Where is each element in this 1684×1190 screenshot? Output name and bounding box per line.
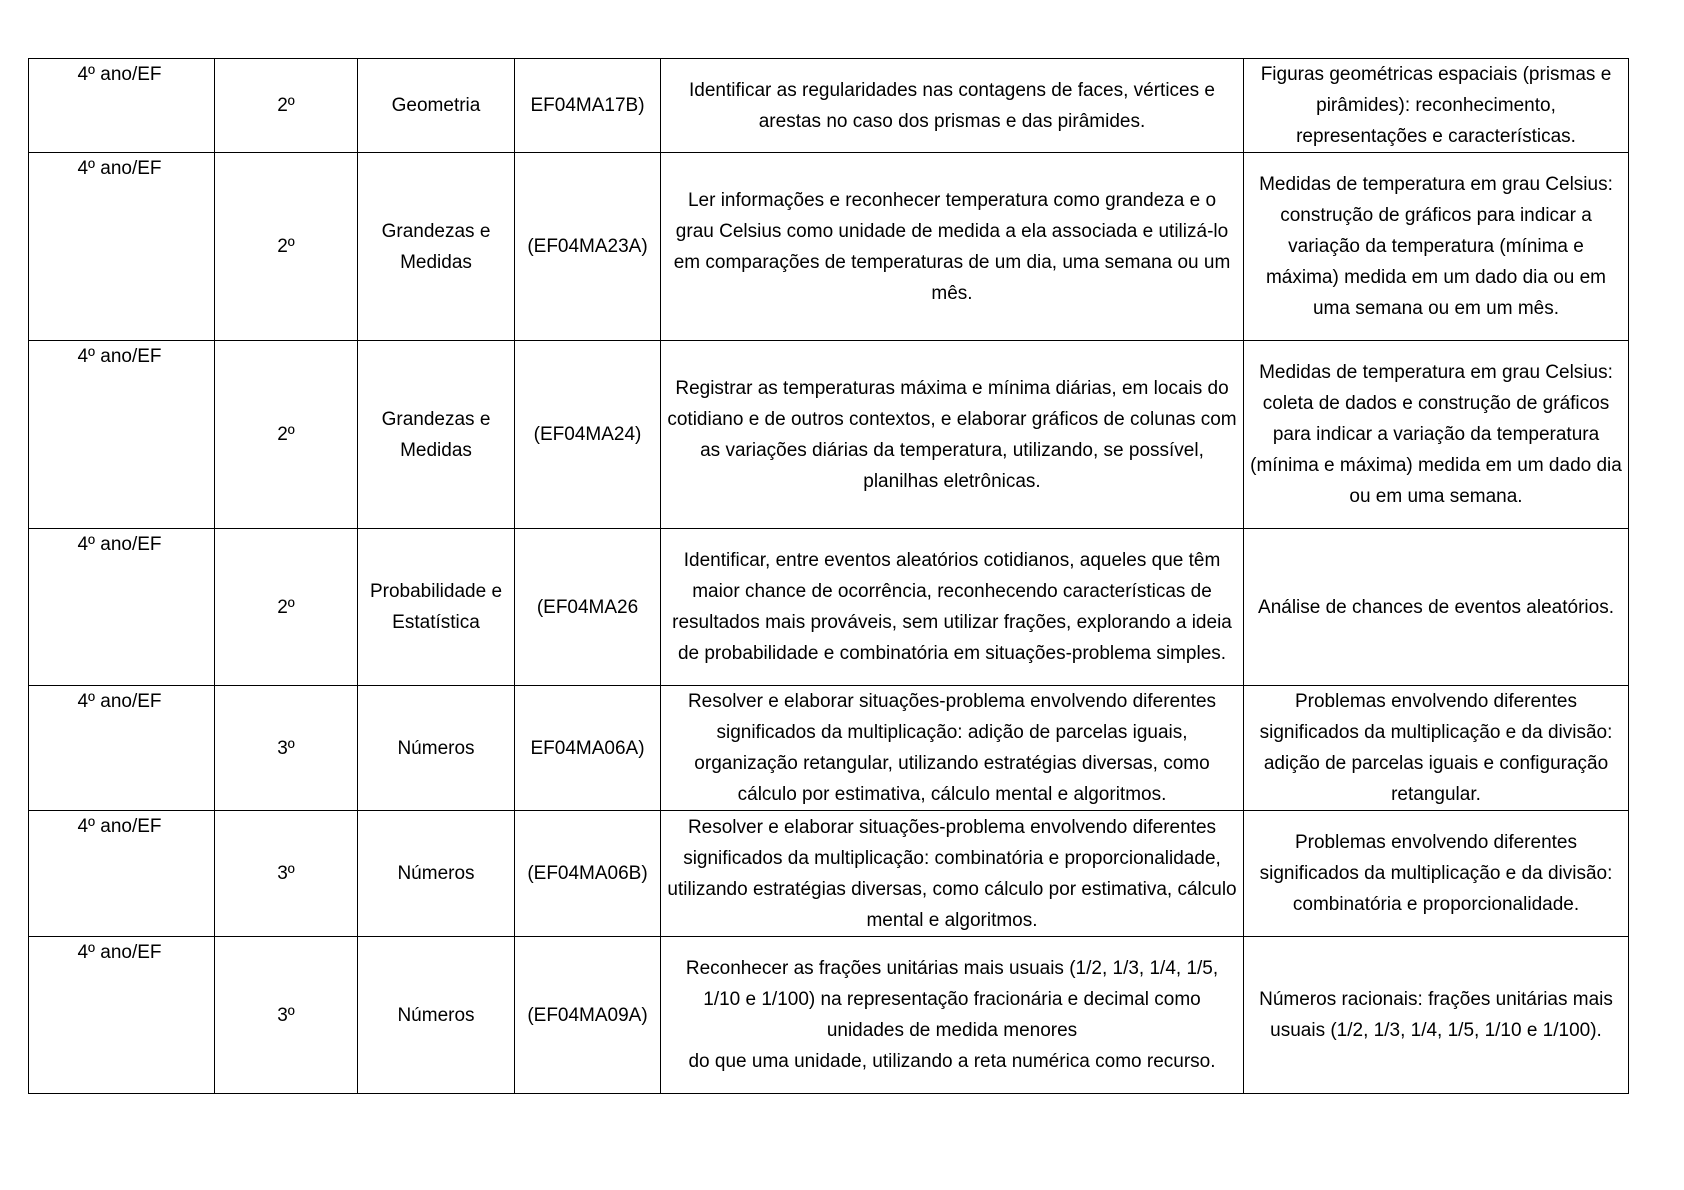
year-cell: 4º ano/EF xyxy=(29,811,215,937)
term-cell: 2º xyxy=(215,341,358,529)
skill-code-cell: (EF04MA24) xyxy=(515,341,661,529)
table-row xyxy=(29,811,1629,937)
knowledge-cell: Problemas envolvendo diferentes significados da multiplicação e da divisão: combinatória e proporcionalidade. xyxy=(1244,811,1629,937)
year-cell: 4º ano/EF xyxy=(29,529,215,686)
table-row xyxy=(29,529,1629,686)
thematic-unit-cell: Grandezas e Medidas xyxy=(358,153,515,341)
knowledge-cell: Problemas envolvendo diferentes significados da multiplicação e da divisão: adição de parcelas iguais e configuração retangular. xyxy=(1244,686,1629,811)
table-row xyxy=(29,341,1629,529)
thematic-unit-cell: Números xyxy=(358,686,515,811)
skill-code-cell: (EF04MA26 xyxy=(515,529,661,686)
skill-code-cell: EF04MA06A) xyxy=(515,686,661,811)
objective-cell: Reconhecer as frações unitárias mais usuais (1/2, 1/3, 1/4, 1/5, 1/10 e 1/100) na representação fracionária e decimal como unidades de medida menores do que uma unidade, utilizando a reta numérica como recurso. xyxy=(661,937,1244,1094)
skill-code-cell: (EF04MA09A) xyxy=(515,937,661,1094)
term-cell: 3º xyxy=(215,811,358,937)
year-cell: 4º ano/EF xyxy=(29,686,215,811)
skill-code-cell: EF04MA17B) xyxy=(515,59,661,153)
year-cell: 4º ano/EF xyxy=(29,59,215,153)
objective-cell: Registrar as temperaturas máxima e mínima diárias, em locais do cotidiano e de outros contextos, e elaborar gráficos de colunas com as variações diárias da temperatura, utilizando, se possível, planilhas eletrônicas. xyxy=(661,341,1244,529)
knowledge-cell: Análise de chances de eventos aleatórios. xyxy=(1244,529,1629,686)
table-row xyxy=(29,153,1629,341)
skill-code-cell: (EF04MA23A) xyxy=(515,153,661,341)
year-cell: 4º ano/EF xyxy=(29,937,215,1094)
thematic-unit-cell: Geometria xyxy=(358,59,515,153)
term-cell: 2º xyxy=(215,529,358,686)
term-cell: 2º xyxy=(215,153,358,341)
objective-cell: Identificar, entre eventos aleatórios cotidianos, aqueles que têm maior chance de ocorrência, reconhecendo características de resultados mais prováveis, sem utilizar frações, explorando a ideia de probabilidade e combinatória em situações-problema simples. xyxy=(661,529,1244,686)
thematic-unit-cell: Grandezas e Medidas xyxy=(358,341,515,529)
table-row xyxy=(29,937,1629,1094)
table-row xyxy=(29,686,1629,811)
thematic-unit-cell: Números xyxy=(358,937,515,1094)
curriculum-table xyxy=(28,58,1629,1094)
term-cell: 3º xyxy=(215,937,358,1094)
year-cell: 4º ano/EF xyxy=(29,341,215,529)
knowledge-cell: Medidas de temperatura em grau Celsius: coleta de dados e construção de gráficos para indicar a variação da temperatura (mínima e máxima) medida em um dado dia ou em uma semana. xyxy=(1244,341,1629,529)
table-row xyxy=(29,59,1629,153)
knowledge-cell: Medidas de temperatura em grau Celsius: construção de gráficos para indicar a variação da temperatura (mínima e máxima) medida em um dado dia ou em uma semana ou em um mês. xyxy=(1244,153,1629,341)
term-cell: 2º xyxy=(215,59,358,153)
knowledge-cell: Números racionais: frações unitárias mais usuais (1/2, 1/3, 1/4, 1/5, 1/10 e 1/100). xyxy=(1244,937,1629,1094)
knowledge-cell: Figuras geométricas espaciais (prismas e pirâmides): reconhecimento, representações e características. xyxy=(1244,59,1629,153)
objective-cell: Identificar as regularidades nas contagens de faces, vértices e arestas no caso dos prismas e das pirâmides. xyxy=(661,59,1244,153)
objective-cell: Resolver e elaborar situações-problema envolvendo diferentes significados da multiplicação: combinatória e proporcionalidade, utilizando estratégias diversas, como cálculo por estimativa, cálculo mental e algoritmos. xyxy=(661,811,1244,937)
year-cell: 4º ano/EF xyxy=(29,153,215,341)
objective-cell: Ler informações e reconhecer temperatura como grandeza e o grau Celsius como unidade de medida a ela associada e utilizá-lo em comparações de temperaturas de um dia, uma semana ou um mês. xyxy=(661,153,1244,341)
term-cell: 3º xyxy=(215,686,358,811)
skill-code-cell: (EF04MA06B) xyxy=(515,811,661,937)
thematic-unit-cell: Probabilidade e Estatística xyxy=(358,529,515,686)
thematic-unit-cell: Números xyxy=(358,811,515,937)
objective-cell: Resolver e elaborar situações-problema envolvendo diferentes significados da multiplicação: adição de parcelas iguais, organização retangular, utilizando estratégias diversas, como cálculo por estimativa, cálculo mental e algoritmos. xyxy=(661,686,1244,811)
